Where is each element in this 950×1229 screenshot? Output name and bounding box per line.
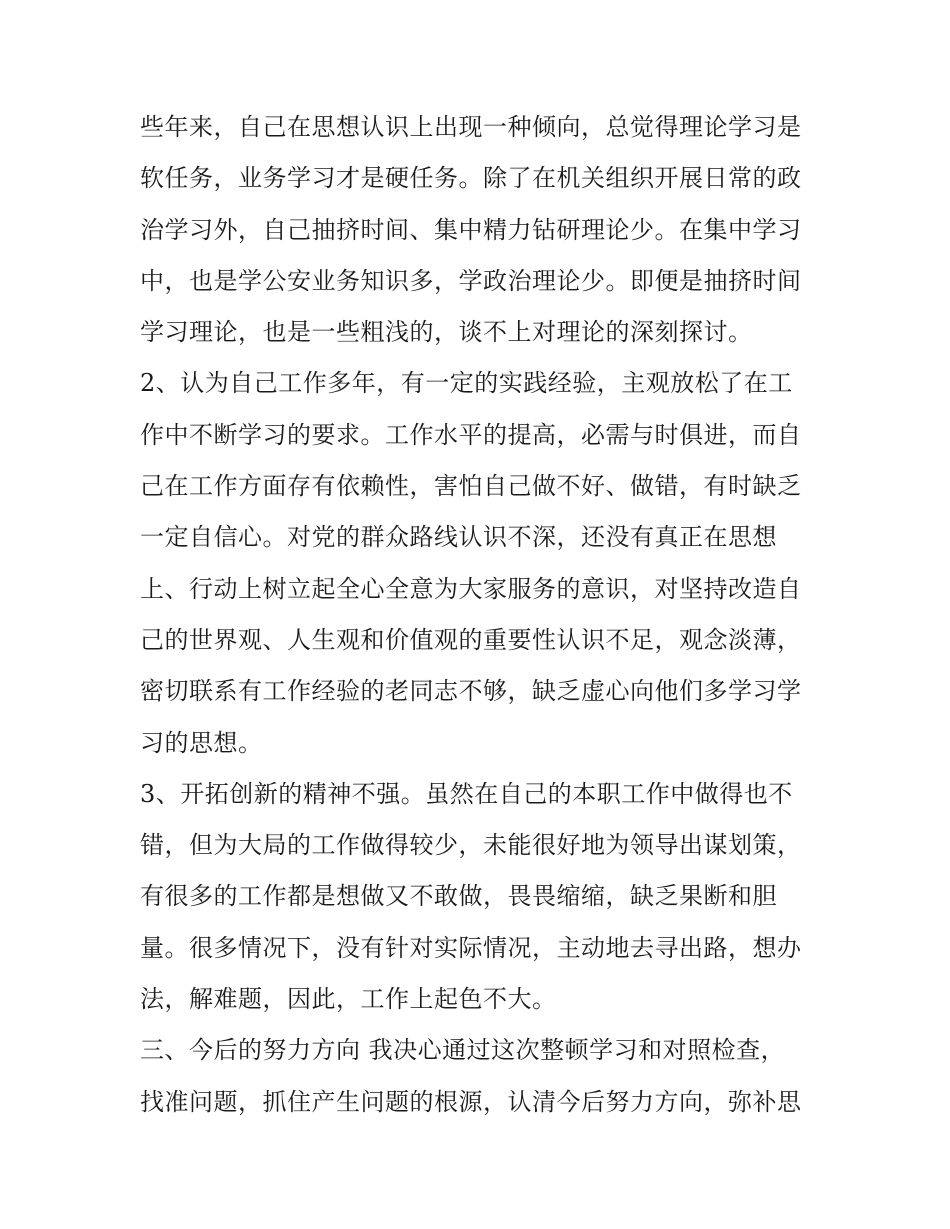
text-line: 一定自信心。对党的群众路线认识不深，还没有真正在思想 — [140, 523, 777, 552]
text-line: 法，解难题，因此，工作上起色不大。 — [140, 985, 557, 1014]
text-line: 学习理论，也是一些粗浅的，谈不上对理论的深刻探讨。 — [140, 318, 753, 347]
text-line: 找准问题，抓住产生问题的根源，认清今后努力方向，弥补思 — [140, 1087, 802, 1116]
text-line: 治学习外，自己抽挤时间、集中精力钻研理论少。在集中学习 — [140, 215, 802, 244]
text-line: 习的思想。 — [140, 728, 263, 757]
text-line: 3、开拓创新的精神不强。虽然在自己的本职工作中做得也不 — [140, 779, 793, 808]
text-line: 中，也是学公安业务知识多，学政治理论少。即便是抽挤时间 — [140, 266, 802, 295]
text-line: 己的世界观、人生观和价值观的重要性认识不足，观念淡薄， — [140, 625, 802, 654]
text-line: 软任务，业务学习才是硬任务。除了在机关组织开展日常的政 — [140, 164, 802, 193]
text-line: 上、行动上树立起全心全意为大家服务的意识，对坚持改造自 — [140, 574, 802, 603]
text-line: 些年来，自己在思想认识上出现一种倾向，总觉得理论学习是 — [140, 113, 802, 141]
text-line: 三、今后的努力方向 我决心通过这次整顿学习和对照检查， — [140, 1036, 786, 1065]
text-line: 己在工作方面存有依赖性，害怕自己做不好、做错，有时缺乏 — [140, 472, 802, 501]
text-line: 量。很多情况下，没有针对实际情况，主动地去寻出路，想办 — [140, 933, 802, 962]
text-line: 错，但为大局的工作做得较少，未能很好地为领导出谋划策， — [140, 831, 802, 860]
text-line: 作中不断学习的要求。工作水平的提高，必需与时俱进，而自 — [140, 420, 802, 449]
text-line: 有很多的工作都是想做又不敢做，畏畏缩缩，缺乏果断和胆 — [140, 882, 777, 911]
text-line: 2、认为自己工作多年，有一定的实践经验，主观放松了在工 — [140, 369, 793, 398]
document-body — [140, 102, 820, 1128]
text-line: 密切联系有工作经验的老同志不够，缺乏虚心向他们多学习学 — [140, 677, 802, 706]
